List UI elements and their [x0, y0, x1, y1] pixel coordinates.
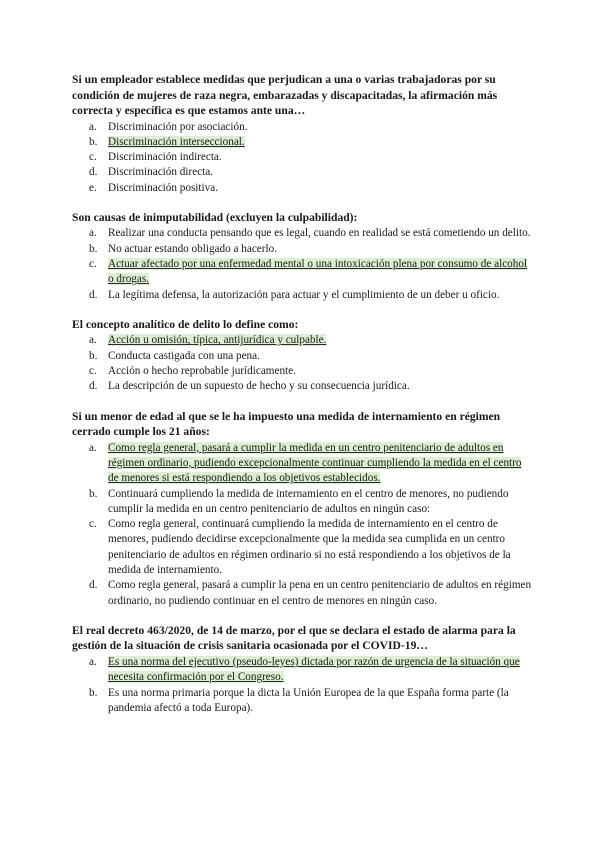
option-text: Discriminación positiva.: [108, 181, 218, 194]
answer-option-correct: [72, 655, 532, 686]
option-text: Acción o hecho reprobable jurídicamente.: [108, 365, 296, 378]
option-text-wrapper: [108, 686, 532, 717]
question-text: Si un empleador establece medidas que perjudican a una o varias trabajadoras por su condición de mujeres de raza negra, embarazadas y discapacitadas, la afirmación más correcta y específica es que estamos ante una…: [72, 73, 498, 117]
question-text: El real decreto 463/2020, de 14 de marzo, por el que se declara el estado de alarma para la gestión de la situación de crisis sanitaria ocasionada por el COVID-19…: [72, 623, 516, 653]
option-letter: c.: [89, 518, 97, 531]
option-letter: c.: [89, 151, 97, 164]
question-block: [72, 317, 532, 395]
option-text-wrapper: [108, 226, 532, 241]
option-letter: b.: [89, 242, 98, 255]
answer-options: [72, 120, 532, 196]
option-text: La descripción de un supuesto de hecho y su consecuencia jurídica.: [108, 380, 410, 393]
answer-option: [72, 242, 532, 257]
question-block: [72, 623, 532, 716]
option-letter: b.: [89, 686, 98, 699]
answer-option: [72, 349, 532, 364]
option-text: Conducta castigada con una pena.: [108, 349, 260, 362]
highlighted-answer-text: Discriminación interseccional.: [108, 135, 245, 148]
option-letter: a.: [89, 655, 97, 668]
option-text-wrapper: [108, 349, 532, 364]
option-text: Como regla general, pasará a cumplir la pena en un centro penitenciario de adultos en régimen ordinario, no pudiendo continuar en el centro de menores en ningún caso.: [108, 579, 532, 607]
option-text: Discriminación directa.: [108, 166, 213, 179]
option-letter: a.: [89, 334, 97, 347]
option-letter: b.: [89, 135, 98, 148]
answer-options: [72, 333, 532, 394]
option-text: Discriminación por asociación.: [108, 120, 248, 133]
option-letter: e.: [89, 181, 97, 194]
option-text-wrapper: [108, 655, 532, 686]
highlighted-answer-text: Actuar afectado por una enfermedad mental o una intoxicación plena por consumo de alcohol o drogas.: [108, 258, 528, 286]
option-text-wrapper: [108, 379, 532, 394]
answer-option: [72, 226, 532, 241]
highlighted-answer-text: Acción u omisión, típica, antijurídica y culpable.: [108, 334, 327, 347]
option-text-wrapper: [108, 487, 532, 518]
option-text: Es una norma primaria porque la dicta la Unión Europea de la que España forma parte (la pandemia afectó a toda Europa).: [108, 686, 509, 714]
option-text: No actuar estando obligado a hacerlo.: [108, 242, 277, 255]
answer-option: [72, 364, 532, 379]
option-text-wrapper: [108, 288, 532, 303]
answer-options: [72, 226, 532, 302]
option-text-wrapper: [108, 165, 532, 180]
highlighted-answer-text: Es una norma del ejecutivo (pseudo-leyes) dictada por razón de urgencia de la situación que necesita confirmación por el Congreso.: [108, 655, 520, 684]
answer-option: [72, 181, 532, 196]
answer-options: [72, 655, 532, 716]
option-text: Continuará cumpliendo la medida de internamiento en el centro de menores, no pudiendo cumplir la medida en un centro penitenciario de adultos en ningún caso:: [108, 487, 509, 515]
answer-option: [72, 288, 532, 303]
answer-option: [72, 517, 532, 578]
option-letter: a.: [89, 227, 97, 240]
option-letter: a.: [89, 441, 97, 454]
answer-option-correct: [72, 441, 532, 487]
option-text: La legítima defensa, la autorización para actuar y el cumplimiento de un deber u oficio.: [108, 288, 500, 301]
question-block: [72, 72, 532, 196]
option-text-wrapper: [108, 578, 532, 609]
option-text-wrapper: [108, 517, 532, 578]
answer-option-correct: [72, 333, 532, 348]
option-text-wrapper: [108, 150, 532, 165]
option-letter: b.: [89, 487, 98, 500]
answer-option: [72, 379, 532, 394]
option-letter: d.: [89, 380, 98, 393]
option-text-wrapper: [108, 333, 532, 348]
question-block: [72, 210, 532, 303]
option-text: Como regla general, continuará cumpliendo la medida de internamiento en el centro de menores, pudiendo decidirse excepcionalmente que la medida sea cumplida en un centro penitenciario de adultos en régimen ordinario si no está respondiendo a los objetivos de la medida de internamiento.: [108, 518, 511, 577]
answer-option-correct: [72, 257, 532, 288]
answer-options: [72, 441, 532, 609]
option-letter: d.: [89, 166, 98, 179]
option-text-wrapper: [108, 364, 532, 379]
question-text: Si un menor de edad al que se le ha impuesto una medida de internamiento en régimen cerrado cumple los 21 años:: [72, 409, 501, 439]
answer-option: [72, 686, 532, 717]
option-letter: c.: [89, 365, 97, 378]
option-text-wrapper: [108, 120, 532, 135]
answer-option: [72, 578, 532, 609]
question-block: [72, 409, 532, 609]
highlighted-answer-text: Como regla general, pasará a cumplir la medida en un centro penitenciario de adultos en régimen ordinario, pudiendo excepcionalmente continuar cumpliendo la medida en el centro de menores si está respondiendo a los objetivos establecidos.: [108, 441, 522, 485]
question-text: El concepto analítico de delito lo define como:: [72, 317, 299, 331]
option-text-wrapper: [108, 181, 532, 196]
answer-option-correct: [72, 135, 532, 150]
option-letter: b.: [89, 349, 98, 362]
option-text-wrapper: [108, 135, 532, 150]
option-text-wrapper: [108, 257, 532, 288]
answer-option: [72, 150, 532, 165]
option-letter: c.: [89, 258, 97, 271]
option-text: Realizar una conducta pensando que es legal, cuando en realidad se está cometiendo un delito.: [108, 227, 531, 240]
answer-option: [72, 487, 532, 518]
option-text: Discriminación indirecta.: [108, 151, 222, 164]
option-letter: a.: [89, 120, 97, 133]
option-text-wrapper: [108, 242, 532, 257]
answer-option: [72, 165, 532, 180]
question-text: Son causas de inimputabilidad (excluyen la culpabilidad):: [72, 210, 358, 224]
option-letter: d.: [89, 288, 98, 301]
option-text-wrapper: [108, 441, 532, 487]
option-letter: d.: [89, 579, 98, 592]
question-list: [72, 72, 532, 730]
answer-option: [72, 120, 532, 135]
